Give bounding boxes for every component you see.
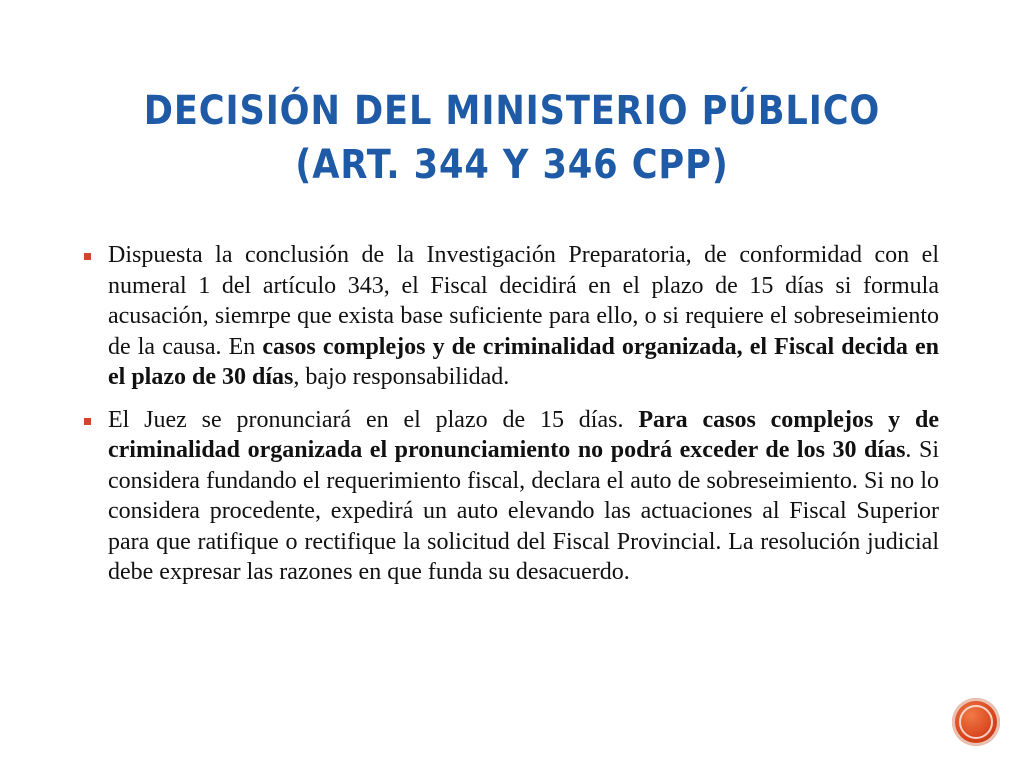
square-bullet-icon <box>84 418 91 425</box>
bullet-text: . Si considera fundando el requerimiento fiscal, declara el auto de sobreseimiento. Si no lo considera procedente, expedirá un auto elevando las actuaciones al Fiscal Superior para que ratifique o rectifique la solicitud del Fiscal Provincial. La resolución judicial debe expresar las razones en que funda su desacuerdo. <box>108 437 939 585</box>
bullet-bold-text: casos complejos y de criminalidad organizada, el Fiscal decida en el plazo de 30 días <box>108 333 939 390</box>
square-bullet-icon <box>84 253 91 260</box>
bullet-item <box>84 405 939 588</box>
badge-ring <box>959 705 993 739</box>
circular-badge-icon <box>952 698 1000 746</box>
bullet-item <box>84 240 939 393</box>
title-line-2: (ART. 344 Y 346 CPP) <box>295 142 729 188</box>
slide-body <box>84 240 939 600</box>
bullet-text: , bajo responsabilidad. <box>293 364 510 390</box>
bullet-text: Dispuesta la conclusión de la Investigación Preparatoria, de conformidad con el numeral 1 del artículo 343, el Fiscal decidirá en el plazo de 15 días si formula acusación, siemrpe que exista base suficiente para ello, o si requiere el sobreseimiento de la causa. En <box>108 242 939 360</box>
bullet-bold-text: Para casos complejos y de criminalidad organizada el pronunciamiento no podrá exceder de los 30 días <box>108 406 939 463</box>
bullet-text: El Juez se pronunciará en el plazo de 15 días. <box>108 406 639 433</box>
slide-title <box>114 84 910 192</box>
title-line-1: DECISIÓN DEL MINISTERIO PÚBLICO <box>143 88 881 134</box>
